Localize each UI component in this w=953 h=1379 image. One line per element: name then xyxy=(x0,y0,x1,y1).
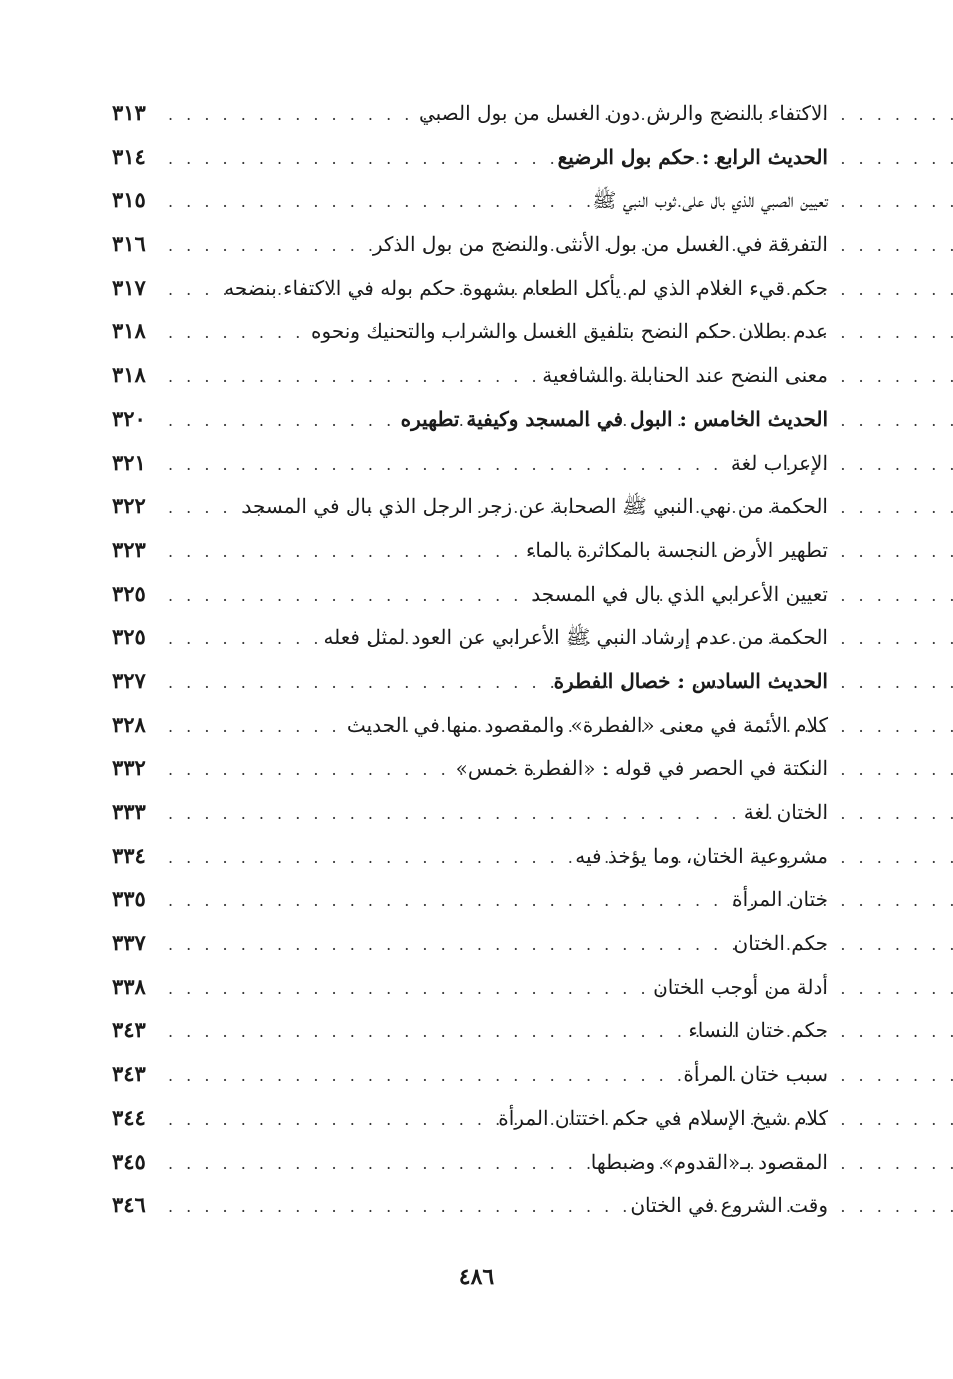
toc-row xyxy=(112,1052,828,1096)
toc-row xyxy=(112,266,828,310)
toc-row xyxy=(112,790,828,834)
toc-entry-title: ختان المرأة xyxy=(732,887,828,912)
dot-leader xyxy=(168,311,303,355)
toc-entry-title: وقت الشروع في الختان xyxy=(630,1193,828,1218)
toc-entry-title: أدلة من أوجب الختان xyxy=(653,974,828,999)
toc-page-number: ٣٣٧ xyxy=(112,930,146,956)
toc-entry-title: حكم ختان النساء xyxy=(688,1018,828,1043)
dot-leader xyxy=(168,137,550,181)
dot-leader xyxy=(168,1142,583,1186)
dot-leader xyxy=(168,879,724,923)
toc-entry-title: كلام شيخ الإسلام في حكم اختتان المرأة xyxy=(498,1105,828,1130)
toc-page-number: ٣١٧ xyxy=(112,274,146,300)
toc-page-number: ٣٣٢ xyxy=(112,755,146,781)
toc-entry-title: الختان لغة xyxy=(743,800,828,824)
toc-page-number: ٣٤٣ xyxy=(112,1017,146,1043)
toc-row xyxy=(112,309,828,353)
dot-leader xyxy=(168,268,216,312)
dot-leader xyxy=(168,967,645,1011)
toc-entry-title: تطهير الأرض النجسة بالمكاثرة بالماء xyxy=(525,537,828,562)
toc-entry-title: مشروعية الختان، وما يؤخذ فيه xyxy=(575,843,828,868)
toc-page-number: ٣٣٤ xyxy=(112,842,146,868)
dot-leader xyxy=(168,180,584,224)
toc-row xyxy=(112,441,828,485)
toc-page-number: ٣٤٦ xyxy=(112,1192,146,1218)
dot-leader xyxy=(168,574,523,618)
toc-entry-title: حكم الختان xyxy=(733,931,828,956)
toc-page-number: ٣١٨ xyxy=(112,362,146,388)
toc-row xyxy=(112,528,828,572)
toc-row xyxy=(112,484,828,528)
dot-leader xyxy=(168,1185,622,1229)
dot-leader xyxy=(168,443,723,487)
toc-entry-title: كلام الأئمة في معنى «الفطرة» والمقصود منها في الحديث xyxy=(346,712,828,737)
dot-leader xyxy=(168,792,736,836)
dot-leader xyxy=(168,530,518,574)
dot-leader xyxy=(168,486,234,530)
dot-leader xyxy=(168,1054,675,1098)
toc-row xyxy=(112,178,828,222)
toc-page-number: ٣٢١ xyxy=(112,449,146,475)
toc-row xyxy=(112,1008,828,1052)
toc-entry-title: الحديث الرابع : حكم بول الرضيع xyxy=(557,144,828,169)
toc-entry-title: حكم قيء الغلام الذي لم يأكل الطعام بشهوة حكم بوله في الاكتفاء بنضحه xyxy=(224,275,828,300)
toc-page-number: ٣٢٥ xyxy=(112,580,146,606)
toc-page-number: ٣١٥ xyxy=(112,187,146,213)
dot-leader xyxy=(168,705,339,749)
toc-entry-title: الحديث الخامس : البول في المسجد وكيفية تطهيره xyxy=(400,406,828,431)
toc-entry-title: معنى النضح عند الحنابلة والشافعية xyxy=(542,363,828,388)
dot-leader xyxy=(168,355,534,399)
toc-row xyxy=(112,1096,828,1140)
dot-leader xyxy=(168,617,315,661)
toc-row xyxy=(112,703,828,747)
toc-entry-title: تعيين الأعرابي الذي بال في المسجد xyxy=(531,581,828,606)
toc-entry-title: عدم بطلان حكم النضح بتلفيق الغسل والشراب والتحنيك ونحوه xyxy=(311,319,828,344)
toc-row xyxy=(112,877,828,921)
toc-page-number: ٣١٦ xyxy=(112,231,146,257)
toc-row xyxy=(112,834,828,878)
toc-page-number: ٣٤٥ xyxy=(112,1148,146,1174)
toc-page-number: ٣٢٢ xyxy=(112,493,146,519)
toc-page-number: ٣٣٥ xyxy=(112,886,146,912)
toc-entry-title: تعيين الصبي الذي بال على ثوب النبي ﷺ xyxy=(592,188,828,213)
toc-page-number: ٣٢٥ xyxy=(112,624,146,650)
toc-page-number: ٣٢٣ xyxy=(112,536,146,562)
toc-row xyxy=(112,921,828,965)
dot-leader xyxy=(168,93,411,137)
toc-row xyxy=(112,746,828,790)
toc-row xyxy=(112,615,828,659)
toc-page-number: ٣٣٨ xyxy=(112,973,146,999)
toc-heading-row xyxy=(112,397,828,441)
dot-leader xyxy=(168,661,546,705)
toc-row xyxy=(112,1183,828,1227)
table-of-contents xyxy=(112,91,828,1227)
toc-page-number: ٣٢٨ xyxy=(112,711,146,737)
toc-entry-title: سبب ختان المرأة xyxy=(683,1062,828,1087)
toc-entry-title: الحكمة من عدم إرشاد النبي ﷺ الأعرابي عن العود لمثل فعله xyxy=(323,625,828,650)
toc-row xyxy=(112,222,828,266)
dot-leader xyxy=(168,224,365,268)
toc-entry-title: الاكتفاء بالنضح والرش دون الغسل من بول الصبي xyxy=(418,101,828,125)
dot-leader xyxy=(168,923,726,967)
toc-page-number: ٣٤٣ xyxy=(112,1061,146,1087)
dot-leader xyxy=(168,1098,490,1142)
toc-entry-title: الحديث السادس : خصال الفطرة xyxy=(553,668,828,693)
dot-leader xyxy=(168,836,567,880)
page-number: ٤٨٦ xyxy=(458,1264,495,1290)
toc-row xyxy=(112,572,828,616)
toc-heading-row xyxy=(112,135,828,179)
toc-page-number: ٣٤٤ xyxy=(112,1104,146,1130)
toc-page-number: ٣١٨ xyxy=(112,318,146,344)
toc-entry-title: الإعراب لغة xyxy=(730,450,828,475)
toc-heading-row xyxy=(112,659,828,703)
toc-entry-title: التفرقة في الغسل من بول الأنثى والنضح من بول الذكر xyxy=(372,232,828,257)
toc-page-number: ٣١٣ xyxy=(112,100,146,125)
toc-row xyxy=(112,1140,828,1184)
toc-page-number: ٣٣٣ xyxy=(112,799,146,824)
toc-row xyxy=(112,353,828,397)
toc-row xyxy=(112,965,828,1009)
toc-entry-title: النكتة في الحصر في قوله : «الفطرة خمس» xyxy=(455,756,828,781)
toc-page-number: ٣٢٠ xyxy=(112,405,146,431)
dot-leader xyxy=(168,399,393,443)
toc-page-number: ٣١٤ xyxy=(112,143,146,169)
toc-entry-title: المقصود بـ«القدوم» وضبطها xyxy=(590,1149,828,1174)
toc-row xyxy=(112,91,828,135)
dot-leader xyxy=(168,1010,680,1054)
toc-page-number: ٣٢٧ xyxy=(112,667,146,693)
dot-leader xyxy=(168,748,448,792)
toc-entry-title: الحكمة من نهي النبي ﷺ الصحابة عن زجر الرجل الذي بال في المسجد xyxy=(242,494,828,519)
